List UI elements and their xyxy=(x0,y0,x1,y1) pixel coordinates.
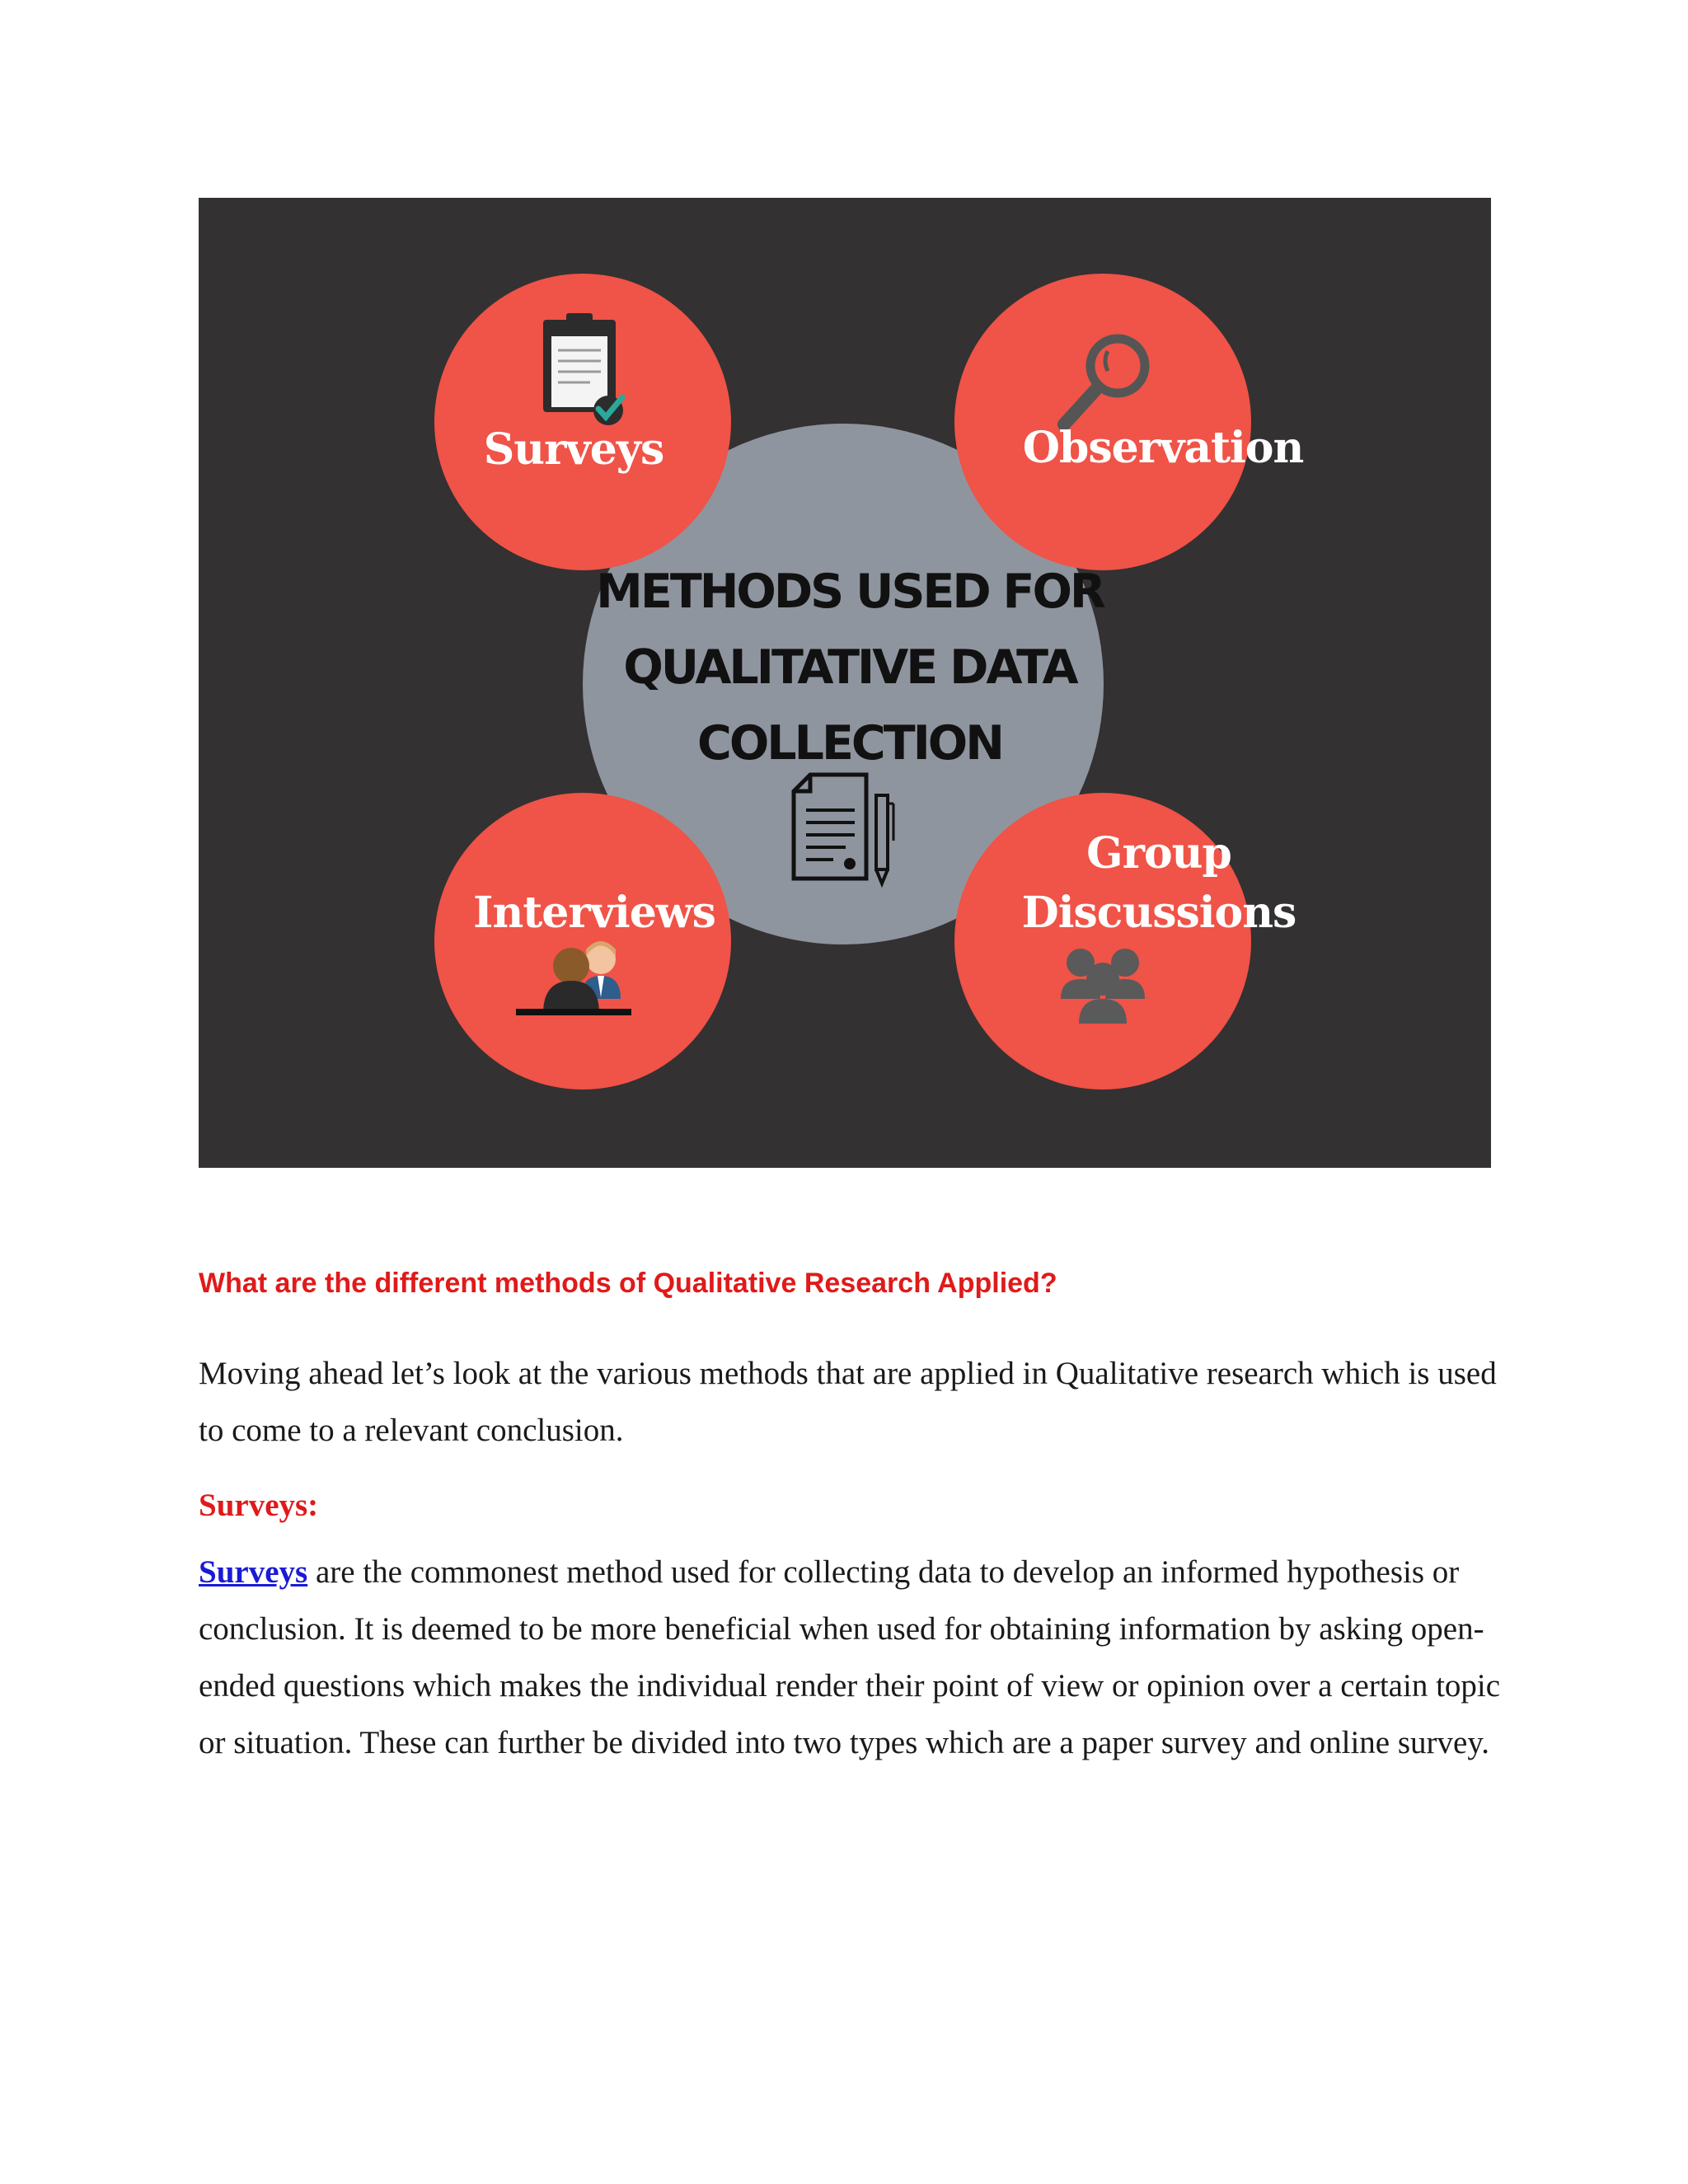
bubble-label-group-discussions xyxy=(953,824,1365,943)
intro-paragraph: Moving ahead let’s look at the various methods that are applied in Qualitative research which is used to come to a relevant conclusion. xyxy=(199,1356,1497,1448)
bubble-label-group-line: Discussions xyxy=(1021,888,1296,938)
hub-title-line: METHODS USED FOR xyxy=(596,565,1104,619)
surveys-paragraph xyxy=(199,1544,1501,1771)
surveys-link[interactable]: Surveys xyxy=(199,1554,308,1590)
hub-title xyxy=(561,554,1138,781)
methods-infographic xyxy=(199,198,1491,1168)
surveys-paragraph-text: are the commonest method used for collecting data to develop an informed hypothesis or conclusion. It is deemed to be more beneficial when used for obtaining information by asking open-ended questions which makes the individual render their point of view or opinion over a certain topic or situation. These can further be divided into two types which are a paper survey and online survey. xyxy=(199,1554,1501,1760)
surveys-heading: Surveys: xyxy=(199,1488,319,1523)
clipboard-check-icon xyxy=(543,313,623,425)
section-heading: What are the different methods of Qualitative Research Applied? xyxy=(199,1268,1057,1299)
hub-title-line: QUALITATIVE DATA xyxy=(623,640,1076,695)
bubble-label-observation: Observation xyxy=(1022,423,1304,473)
bubble-label-group-line: Group xyxy=(1086,828,1231,879)
bubble-label-surveys: Surveys xyxy=(483,424,664,475)
bubble-label-interviews: Interviews xyxy=(473,888,715,938)
hub-title-line: COLLECTION xyxy=(697,716,1002,771)
